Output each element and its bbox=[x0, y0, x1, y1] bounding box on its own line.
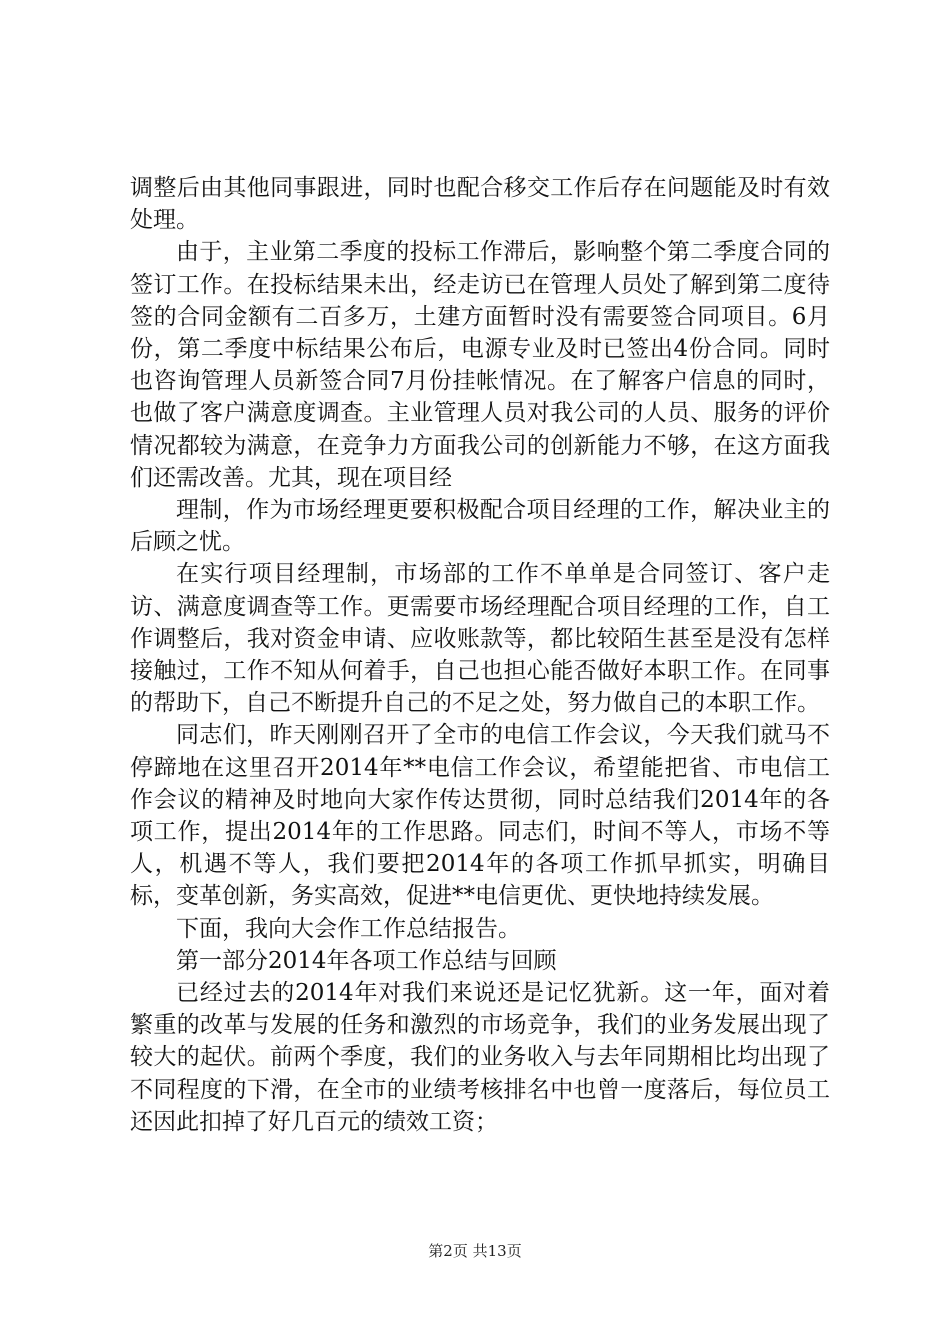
paragraph-4: 在实行项目经理制，市场部的工作不单单是合同签订、客户走访、满意度调查等工作。更需要市场经理配合项目经理的工作，自工作调整后，我对资金申请、应收账款等，都比较陌生甚至是没有怎样接触过，工作不知从何着手，自己也担心能否做好本职工作。在同事的帮助下，自己不断提升自己的不足之处，努力做自己的本职工作。 bbox=[130, 561, 830, 717]
paragraph-2: 由于，主业第二季度的投标工作滞后，影响整个第二季度合同的签订工作。在投标结果未出，经走访已在管理人员处了解到第二度待签的合同金额有二百多万，土建方面暂时没有需要签合同项目。6月份，第二季度中标结果公布后，电源专业及时已签出4份合同。同时也咨询管理人员新签合同7月份挂帐情况。在了解客户信息的同时，也做了客户满意度调查。主业管理人员对我公司的人员、服务的评价情况都较为满意，在竞争力方面我公司的创新能力不够，在这方面我们还需改善。尤其，现在项目经 bbox=[130, 239, 830, 491]
paragraph-6: 下面，我向大会作工作总结报告。 bbox=[176, 915, 521, 942]
section-heading: 第一部分2014年各项工作总结与回顾 bbox=[176, 947, 557, 974]
paragraph-8: 已经过去的2014年对我们来说还是记忆犹新。这一年，面对着繁重的改革与发展的任务和激烈的市场竞争，我们的业务发展出现了较大的起伏。前两个季度，我们的业务收入与去年同期相比均出现了不同程度的下滑，在全市的业绩考核排名中也曾一度落后，每位员工还因此扣掉了好几百元的绩效工资； bbox=[130, 980, 830, 1135]
paragraph-1: 调整后由其他同事跟进，同时也配合移交工作后存在问题能及时有效处理。 bbox=[130, 175, 830, 234]
paragraph-3: 理制，作为市场经理更要积极配合项目经理的工作，解决业主的后顾之忧。 bbox=[130, 497, 830, 556]
page-footer: 第2页 共13页 bbox=[428, 1242, 522, 1260]
paragraph-5: 同志们，昨天刚刚召开了全市的电信工作会议，今天我们就马不停蹄地在这里召开2014年**电信工作会议，希望能把省、市电信工作会议的精神及时地向大家作传达贯彻，同时总结我们2014年的各项工作，提出2014年的工作思路。同志们，时间不等人，市场不等人，机遇不等人，我们要把2014年的各项工作抓早抓实，明确目标，变革创新，务实高效，促进**电信更优、更快地持续发展。 bbox=[130, 722, 830, 910]
document-body bbox=[130, 172, 830, 1138]
